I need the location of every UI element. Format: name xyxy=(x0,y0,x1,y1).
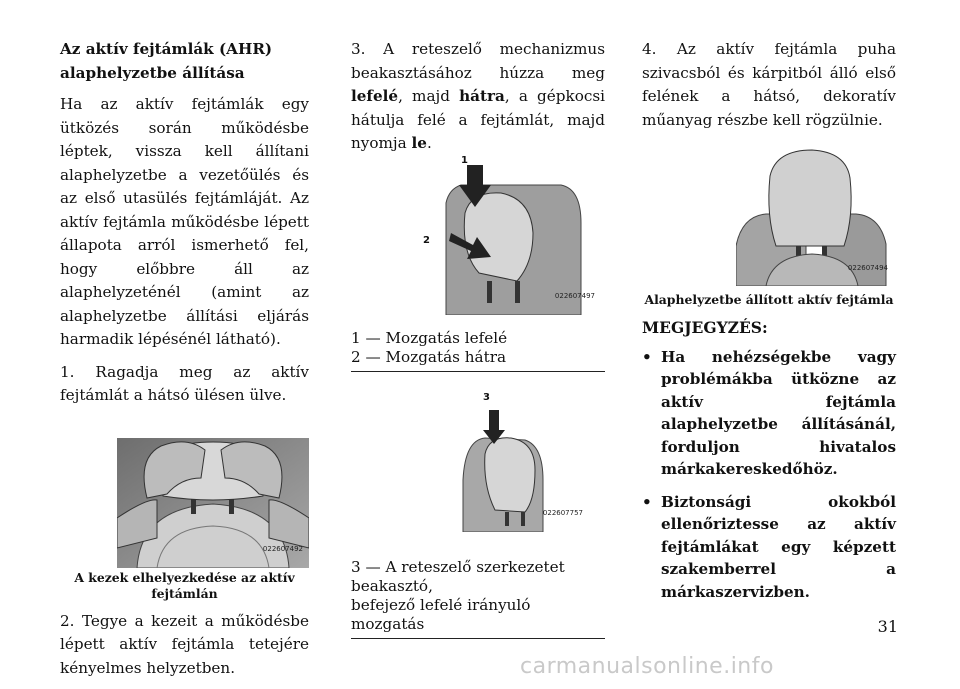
heading-line-1: Az aktív fejtámlák (AHR) xyxy=(60,40,273,58)
legend-item-3-line2: befejező lefelé irányuló mozgatás xyxy=(351,595,531,633)
legend-item-1: 1 — Mozgatás lefelé xyxy=(351,328,508,347)
intro-paragraph: Ha az aktív fejtámlák egy ütközés során működésbe léptek, vissza kell állítani alaphelyzetbe a vezetőülés és az első utasülés fejtámláját. Az aktív fejtámla működésbe lépett állapota arról ismerhető fel, hogy előbbre áll az alaphelyzeténél (amint az alaphelyzetbe állítási eljárás harmadik lépésénél látható). xyxy=(60,95,309,348)
callout-3: 3 xyxy=(483,391,490,403)
legend-item-2: 2 — Mozgatás hátra xyxy=(351,347,507,366)
callout-1: 1 xyxy=(461,154,468,166)
watermark: carmanualsonline.info xyxy=(520,654,774,679)
column-middle xyxy=(351,38,605,639)
figure-caption: Alaphelyzetbe állított aktív fejtámla xyxy=(644,292,894,307)
column-right xyxy=(642,38,896,613)
figure-hands-on-headrest xyxy=(117,438,309,568)
figure-move-down-back xyxy=(421,154,601,315)
figure-caption: A kezek elhelyezkedése az aktív fejtámlán xyxy=(74,569,295,601)
heading-line-2: alaphelyzetbe állítása xyxy=(60,63,245,82)
page-number: 31 xyxy=(877,617,898,636)
legend-3 xyxy=(351,558,605,639)
note-item: • Biztonsági okokból ellenőriztesse az aktív fejtámlákat egy képzett szakemberrel a márkaszervizben. xyxy=(642,491,896,604)
callout-2: 2 xyxy=(423,234,430,246)
legend-1-2 xyxy=(351,329,605,372)
figure-reset-headrest xyxy=(736,146,894,286)
step-1: 1. Ragadja meg az aktív fejtámlát a hátsó ülésen ülve. xyxy=(60,362,309,404)
figure-code: 022607757 xyxy=(542,509,583,517)
column-left xyxy=(60,38,309,689)
section-heading xyxy=(60,38,309,85)
note-list xyxy=(642,346,896,604)
step-4: 4. Az aktív fejtámla puha szivacsból és kárpitból álló első felének a hátsó, dekoratív műanyag részbe kell rögzülnie. xyxy=(642,40,896,129)
figure-code: 022607494 xyxy=(847,263,888,272)
note-heading: MEGJEGYZÉS: xyxy=(642,318,768,337)
legend-item-3-line1: 3 — A reteszelő szerkezetet beakasztó, xyxy=(351,557,565,595)
step-3: 3. A reteszelő mechanizmus beakasztásához húzza meg lefelé, majd hátra, a gépkocsi hátulja felé a fejtámlát, majd nyomja le. xyxy=(351,40,605,152)
note-item: • Ha nehézségekbe vagy problémákba ütközne az aktív fejtámla alaphelyzetbe állításánál, forduljon hivatalos márkakereskedőhöz. xyxy=(642,346,896,481)
figure-final-latch xyxy=(455,391,589,532)
step-2: 2. Tegye a kezeit a működésbe lépett aktív fejtámla tetejére kényelmes helyzetben. xyxy=(60,611,309,677)
figure-code: 022607497 xyxy=(554,292,595,300)
figure-code: 022607492 xyxy=(262,545,303,553)
